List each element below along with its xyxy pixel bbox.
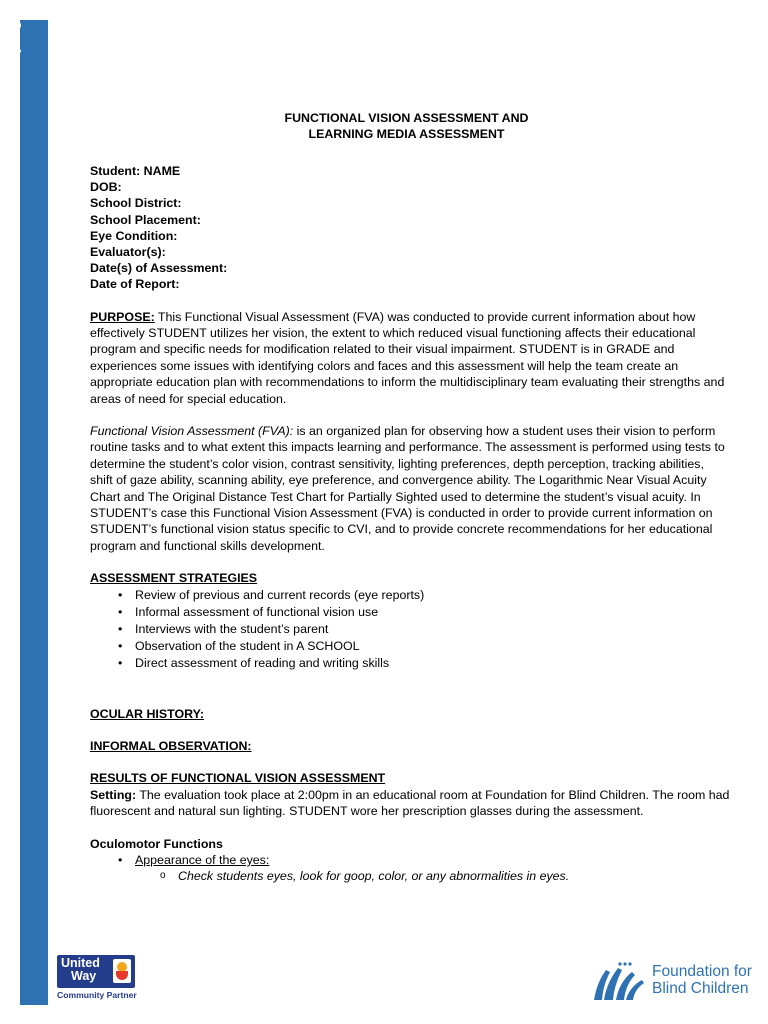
purpose-text: This Functional Visual Assessment (FVA) was conducted to provide current information about how effectively STUDENT utilizes her vision, the extent to which reduced visual functioning affects their educational program and specific needs for modification related to their visual impairment. STUDENT is in GRADE and experiences some issues with identifying colors and faces and this assessment will help the team create an appropriate education plan with recommendations to inform the multidisciplinary team evaluating their strengths and areas of need for special education. [90, 309, 725, 406]
united-way-logo [57, 955, 137, 1005]
fva-text: is an organized plan for observing how a student uses their vision to perform routine tasks and to what extent this impacts learning and performance. The assessment is performed using tests to determine the student’s color vision, contrast sensitivity, lighting preferences, depth perception, tracking abilities, shift of gaze ability, scanning ability, eye preference, and convergence ability. The Logarithmic Near Visual Acuity Chart and The Original Distance Test Chart for Partially Sighted used to determine the student’s visual acuity. In STUDENT’s case this Functional Vision Assessment (FVA) is conducted in order to provide current information on STUDENT’s functional vision status specific to CVI, and to provide concrete recommendations for her educational program and functional skills development. [90, 423, 725, 553]
appearance-sub-text: Check students eyes, look for goop, color, or any abnormalities in eyes. [178, 869, 570, 884]
list-item: • Informal assessment of functional vision use [118, 604, 730, 621]
field-student: Student: NAME [90, 164, 181, 178]
strategies-section [90, 570, 730, 671]
hands-icon [590, 960, 646, 1002]
setting-text: The evaluation took place at 2:00pm in an educational room at Foundation for Blind Children. The room had fluorescent and natural sun lighting. STUDENT wore her prescription glasses during the assessment. [90, 787, 730, 819]
list-item: • Observation of the student in A SCHOOL [118, 638, 730, 655]
ocular-history-heading: OCULAR HISTORY: [90, 706, 205, 721]
purpose-label: PURPOSE: [90, 309, 155, 324]
list-item: • Direct assessment of reading and writing skills [118, 655, 730, 672]
student-fields [90, 163, 730, 293]
field-dob: DOB: [90, 180, 122, 195]
united-way-badge [57, 955, 135, 988]
field-school-district: School District: [90, 196, 182, 211]
purpose-paragraph [90, 309, 730, 407]
results-section [90, 770, 730, 819]
appearance-sub-bullet [90, 868, 730, 884]
united-way-wordmark [61, 957, 100, 983]
united-way-line-2: Way [71, 969, 97, 983]
fbc-wordmark [652, 964, 752, 997]
fva-paragraph [90, 423, 730, 554]
strategies-list [90, 587, 730, 672]
field-evaluators: Evaluator(s): [90, 244, 166, 259]
informal-observation-heading: INFORMAL OBSERVATION: [90, 739, 252, 753]
appearance-bullet [90, 852, 730, 868]
bullet-glyph: • [118, 853, 123, 868]
list-item: • Interviews with the student’s parent [118, 621, 730, 638]
field-eye-condition: Eye Condition: [90, 228, 178, 243]
sidebar-contact-text: Foundation for Blind Children • 1234 E. Northern Ave, Phoenix, AZ 85020 • Phone: 602-331-1470 • Fax: 602-678-5818 • SeeItOurWay.org [6, 20, 22, 964]
circle-bullet-icon: o [160, 870, 166, 882]
fbc-line-2: Blind Children [652, 979, 749, 997]
strategies-heading: ASSESSMENT STRATEGIES [90, 571, 258, 586]
community-partner-label: Community Partner [57, 990, 137, 1000]
setting-paragraph [90, 787, 730, 820]
list-item: • Review of previous and current records (eye reports) [118, 587, 730, 604]
united-way-line-1: United [61, 956, 100, 970]
united-way-emblem-icon [113, 959, 131, 983]
fva-label: Functional Vision Assessment (FVA): [90, 423, 294, 438]
sidebar-band [20, 20, 48, 1005]
appearance-item: Appearance of the eyes: [135, 853, 270, 868]
title-line-2: LEARNING MEDIA ASSESSMENT [308, 127, 505, 141]
oculomotor-heading: Oculomotor Functions [90, 836, 223, 851]
field-report-date: Date of Report: [90, 277, 180, 292]
document-body [90, 110, 730, 885]
field-school-placement: School Placement: [90, 212, 201, 227]
fbc-line-1: Foundation for [652, 963, 752, 980]
title-line-1: FUNCTIONAL VISION ASSESSMENT AND [284, 111, 529, 125]
document-title [83, 110, 730, 142]
field-assessment-dates: Date(s) of Assessment: [90, 261, 228, 276]
fbc-logo [590, 960, 760, 1005]
setting-label: Setting: [90, 787, 137, 802]
results-heading: RESULTS OF FUNCTIONAL VISION ASSESSMENT [90, 771, 386, 786]
